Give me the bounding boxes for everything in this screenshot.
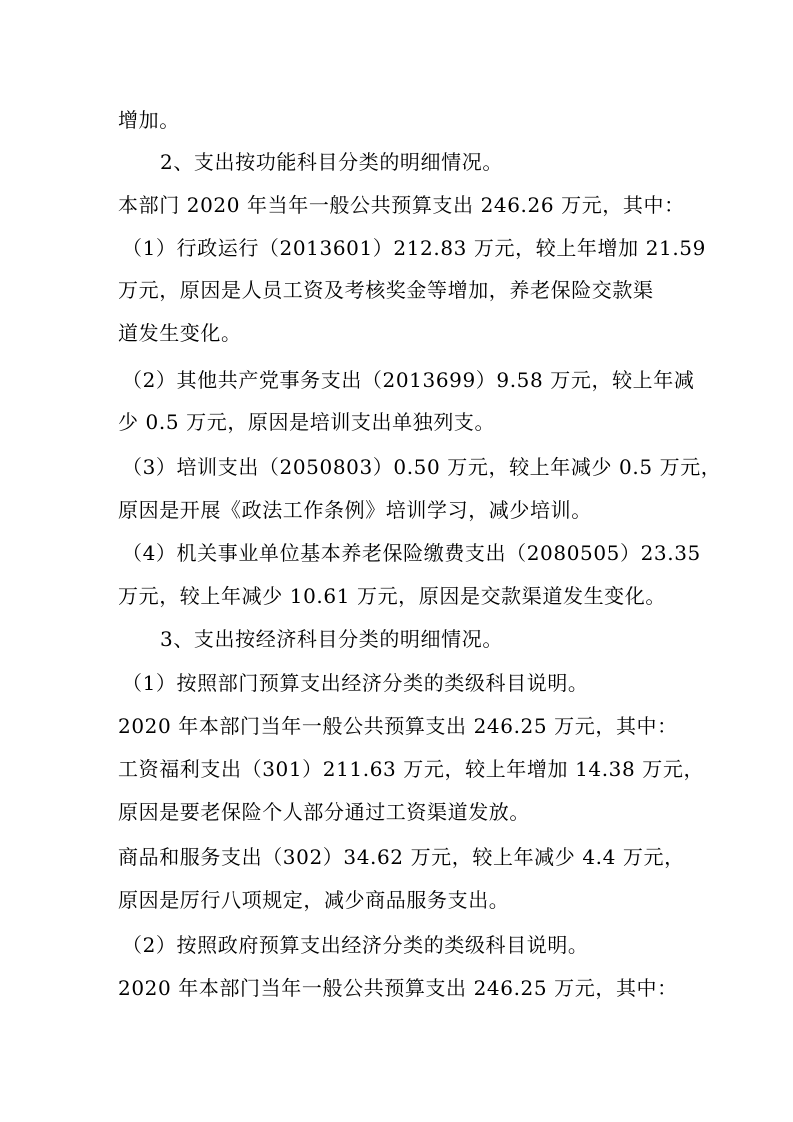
- paragraph-line: 商品和服务支出（302）34.62 万元，较上年减少 4.4 万元，: [118, 845, 685, 869]
- section-heading-2: 2、支出按功能科目分类的明细情况。: [160, 150, 503, 174]
- paragraph-line: 2020 年本部门当年一般公共预算支出 246.25 万元，其中：: [118, 976, 678, 1000]
- list-item-1-line-3: 道发生变化。: [118, 321, 242, 345]
- list-item-2-line-1: （2）其他共产党事务支出（2013699）9.58 万元，较上年减: [122, 368, 695, 392]
- subsection-heading-2: （2）按照政府预算支出经济分类的类级科目说明。: [122, 933, 589, 957]
- list-item-2-line-2: 少 0.5 万元，原因是培训支出单独列支。: [118, 410, 496, 434]
- paragraph-line: 原因是要老保险个人部分通过工资渠道发放。: [118, 800, 530, 824]
- list-item-1-line-2: 万元，原因是人员工资及考核奖金等增加，养老保险交款渠: [118, 278, 654, 302]
- list-item-4-line-2: 万元，较上年减少 10.61 万元，原因是交款渠道发生变化。: [118, 584, 666, 608]
- list-item-3-line-1: （3）培训支出（2050803）0.50 万元，较上年减少 0.5 万元，: [122, 455, 722, 479]
- paragraph-line: 2020 年本部门当年一般公共预算支出 246.25 万元，其中：: [118, 714, 678, 738]
- text-line-continuation: 增加。: [118, 108, 180, 132]
- section-heading-3: 3、支出按经济科目分类的明细情况。: [160, 627, 503, 651]
- paragraph-line: 原因是厉行八项规定，减少商品服务支出。: [118, 888, 510, 912]
- list-item-3-line-2: 原因是开展《政法工作条例》培训学习，减少培训。: [118, 498, 592, 522]
- paragraph-line: 本部门 2020 年当年一般公共预算支出 246.26 万元，其中：: [118, 193, 685, 217]
- list-item-1-line-1: （1）行政运行（2013601）212.83 万元，较上年增加 21.59: [122, 236, 706, 260]
- subsection-heading-1: （1）按照部门预算支出经济分类的类级科目说明。: [122, 671, 589, 695]
- list-item-4-line-1: （4）机关事业单位基本养老保险缴费支出（2080505）23.35: [122, 541, 701, 565]
- paragraph-line: 工资福利支出（301）211.63 万元，较上年增加 14.38 万元，: [118, 757, 705, 781]
